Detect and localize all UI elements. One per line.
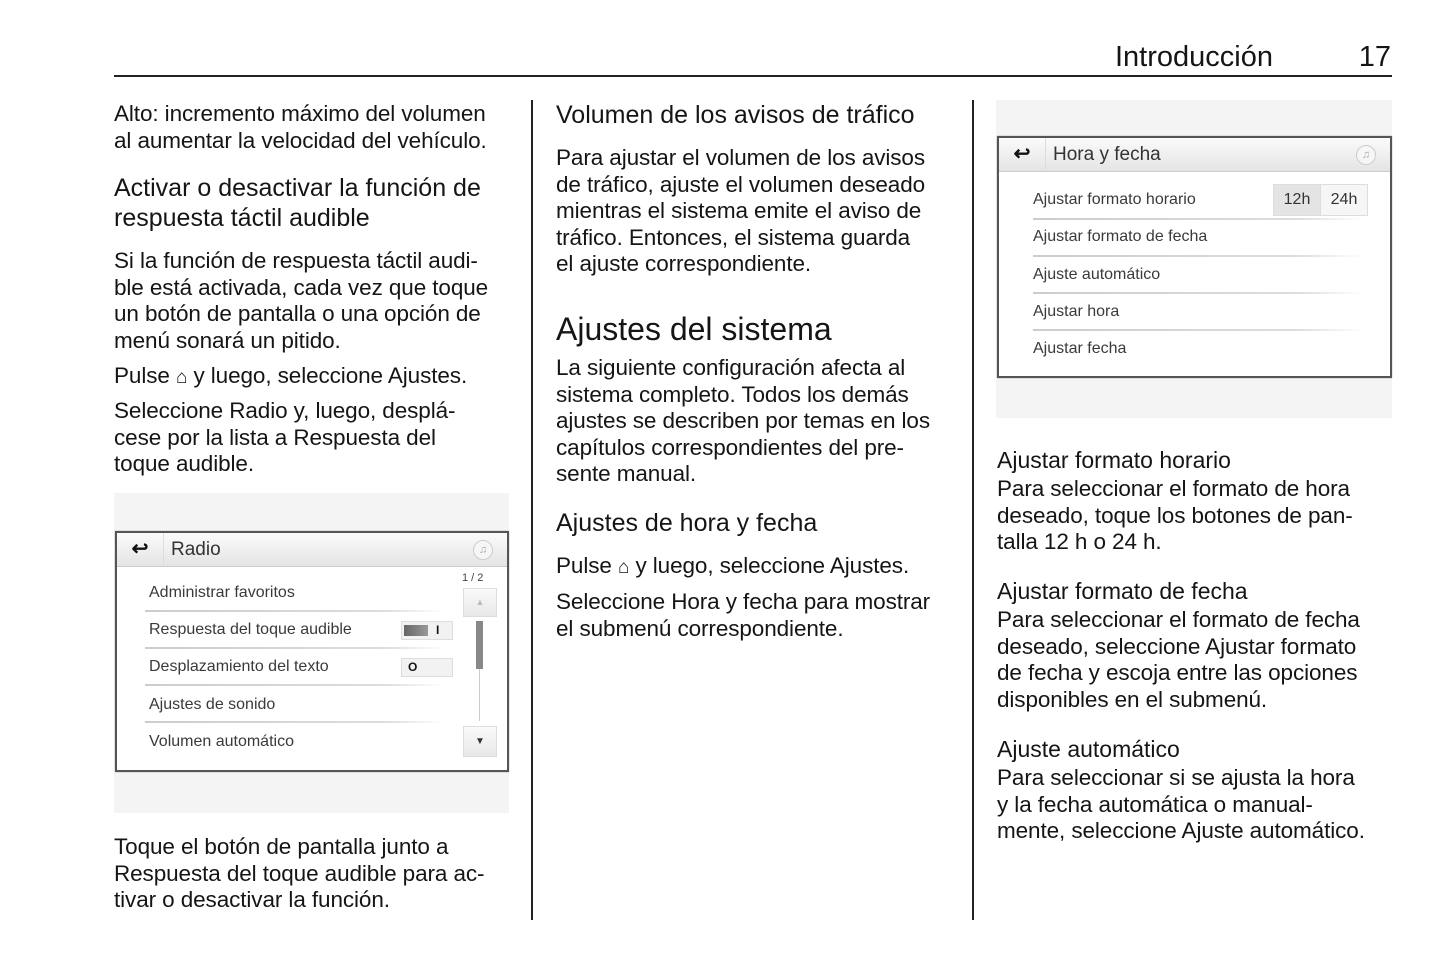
paragraph: Para seleccionar si se ajusta la hora y la fecha automática o manual- mente, seleccione Ajuste automático.	[997, 765, 1365, 844]
section-heading: Ajustes de hora y fecha	[556, 509, 818, 537]
menu-item[interactable]: Administrar favoritos	[149, 584, 295, 601]
divider	[1033, 218, 1363, 220]
divider	[1033, 292, 1363, 294]
header-rule	[114, 75, 1392, 77]
screen-title: Hora y fecha	[1053, 144, 1161, 165]
format-24h-button[interactable]: 24h	[1320, 184, 1368, 216]
divider	[145, 610, 445, 612]
divider	[145, 647, 445, 649]
screen-header	[117, 533, 507, 567]
column-divider	[531, 100, 533, 920]
section-heading: Volumen de los avisos de tráfico	[556, 101, 915, 129]
paragraph-text: Pulse	[556, 553, 618, 578]
toggle-fill	[404, 625, 428, 636]
paragraph: Alto: incremento máximo del volumen al aumentar la velocidad del vehículo.	[114, 101, 487, 153]
toggle-glyph: I	[436, 623, 440, 637]
subheading: Ajustar formato horario	[997, 447, 1231, 473]
time-screen-figure	[996, 100, 1392, 418]
paragraph: Seleccione Radio y, luego, desplá- cese por la lista a Respuesta del toque audible.	[114, 398, 456, 477]
toggle-off[interactable]	[401, 658, 453, 677]
menu-item[interactable]: Desplazamiento del texto	[149, 658, 329, 675]
scroll-up-button[interactable]	[463, 588, 497, 617]
scrollbar-thumb[interactable]	[476, 621, 483, 669]
menu-item[interactable]: Ajustar fecha	[1033, 340, 1127, 357]
paragraph-text: y luego, seleccione Ajustes.	[629, 553, 910, 578]
divider	[145, 721, 445, 723]
music-icon[interactable]: ♫	[473, 540, 493, 560]
paragraph: Toque el botón de pantalla junto a Respuesta del toque audible para ac- tivar o desactivar la función.	[114, 834, 485, 913]
divider	[1033, 329, 1363, 331]
menu-item[interactable]: Respuesta del toque audible	[149, 621, 352, 638]
paragraph-text: Pulse	[114, 363, 176, 388]
menu-item[interactable]: Volumen automático	[149, 733, 294, 750]
paragraph: Para seleccionar el formato de fecha deseado, seleccione Ajustar formato de fecha y escoja entre las opciones disponibles en el submenú.	[997, 607, 1360, 712]
page-indicator: 1 / 2	[462, 572, 484, 584]
format-12h-button[interactable]: 12h	[1273, 184, 1321, 216]
menu-item[interactable]: Ajustar hora	[1033, 303, 1120, 320]
home-icon: ⌂	[617, 557, 630, 578]
radio-screen	[115, 531, 509, 772]
section-heading: Activar o desactivar la función de respuesta táctil audible	[114, 174, 481, 232]
subheading: Ajustar formato de fecha	[997, 578, 1248, 604]
paragraph	[114, 363, 467, 392]
chapter-heading: Ajustes del sistema	[556, 311, 832, 347]
scroll-down-button[interactable]	[463, 726, 497, 757]
paragraph: Seleccione Hora y fecha para mostrar el submenú correspondiente.	[556, 589, 931, 641]
divider	[1033, 255, 1363, 257]
paragraph: Para seleccionar el formato de hora deseado, toque los botones de pan- talla 12 h o 24 h.	[997, 476, 1353, 555]
toggle-glyph: O	[408, 660, 418, 674]
divider	[145, 684, 445, 686]
paragraph-text: y luego, seleccione Ajustes.	[187, 363, 468, 388]
screen-title: Radio	[171, 539, 221, 560]
screen-header	[999, 138, 1390, 172]
back-icon[interactable]: ↩	[999, 138, 1046, 171]
home-icon: ⌂	[175, 367, 188, 388]
paragraph	[556, 553, 909, 582]
down-arrow-icon: ▼	[475, 736, 485, 747]
running-header-section: Introducción	[1115, 41, 1273, 73]
paragraph: Para ajustar el volumen de los avisos de tráfico, ajuste el volumen deseado mientras el sistema emite el aviso de tráfico. Entonces, el sistema guarda el ajuste correspondiente.	[556, 145, 926, 277]
page-number: 17	[1358, 41, 1391, 73]
back-icon[interactable]: ↩	[117, 533, 164, 566]
menu-item[interactable]: Ajuste automático	[1033, 266, 1161, 283]
column-divider	[972, 100, 974, 920]
menu-item[interactable]: Ajustar formato de fecha	[1033, 228, 1208, 245]
menu-item[interactable]: Ajustes de sonido	[149, 696, 276, 713]
toggle-on[interactable]	[401, 621, 453, 640]
radio-screen-figure	[114, 493, 509, 813]
menu-item[interactable]: Ajustar formato horario	[1033, 191, 1196, 208]
time-date-screen	[997, 136, 1392, 378]
subheading: Ajuste automático	[997, 736, 1180, 762]
paragraph: Si la función de respuesta táctil audi- ble está activada, cada vez que toque un botón de pantalla o una opción de menú sonará un pitido.	[114, 248, 489, 353]
paragraph: La siguiente configuración afecta al sistema completo. Todos los demás ajustes se describen por temas en los capítulos correspondientes del pre- sente manual.	[556, 355, 930, 487]
music-icon[interactable]: ♫	[1356, 145, 1376, 165]
up-arrow-icon: ▲	[475, 597, 485, 607]
